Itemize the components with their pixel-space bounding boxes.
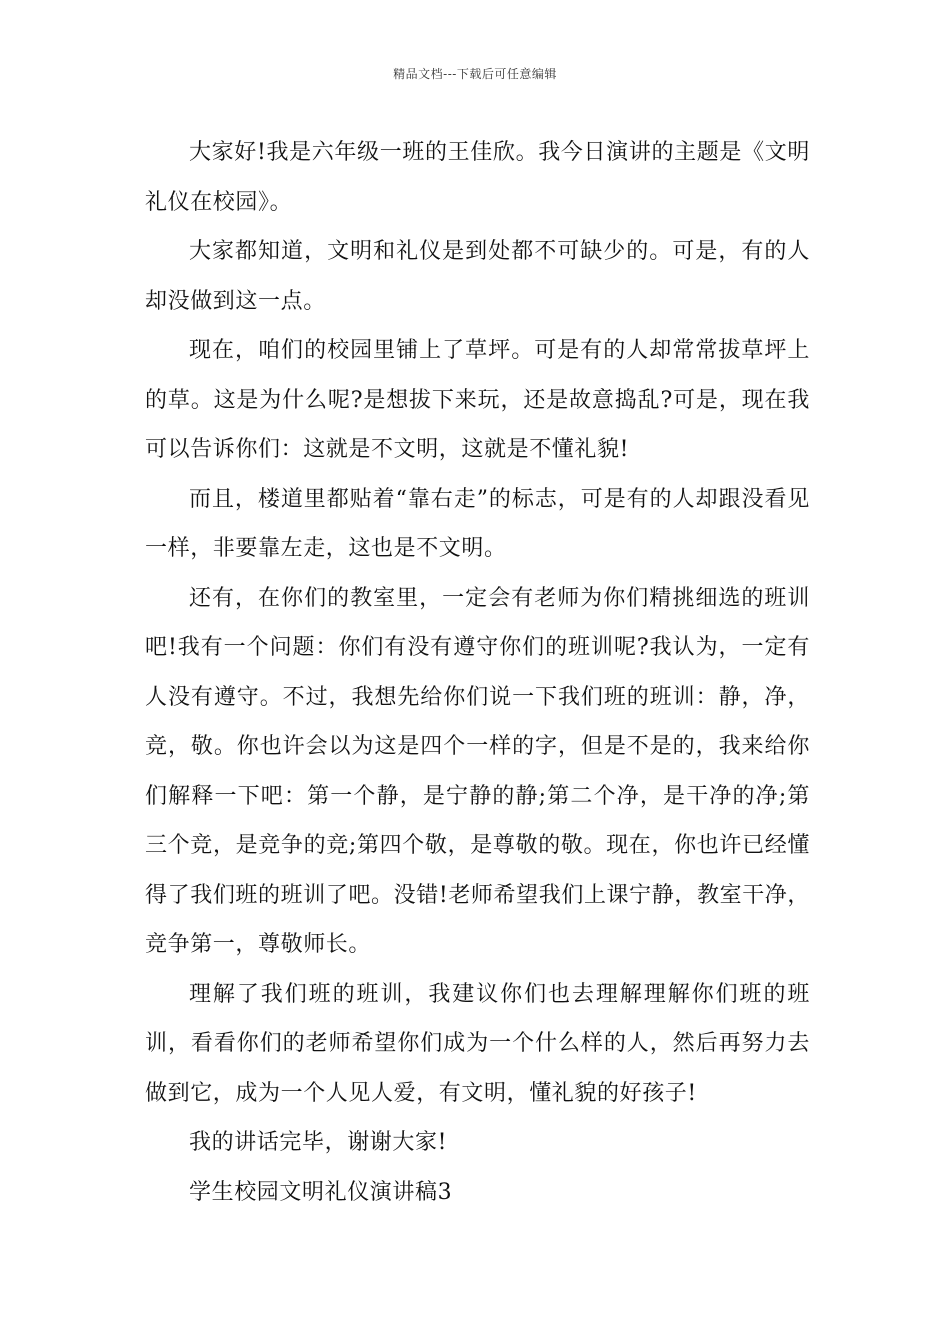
paragraph-lawn: 现在，咱们的校园里铺上了草坪。可是有的人却常常拔草坪上的草。这是为什么呢?是想拔下来玩，还是故意捣乱?可是，现在我可以告诉你们：这就是不文明，这就是不懂礼貌! xyxy=(145,338,810,462)
paragraph-corridor: 而且，楼道里都贴着“靠右走”的标志，可是有的人却跟没看见一样，非要靠左走，这也是不文明。 xyxy=(145,486,810,561)
page-header: 精品文档---下载后可任意编辑 xyxy=(393,67,557,81)
paragraph-closing: 我的讲话完毕，谢谢大家! xyxy=(189,1130,448,1155)
next-section-title: 学生校园文明礼仪演讲稿3 xyxy=(189,1179,453,1205)
paragraph-greeting: 大家好!我是六年级一班的王佳欣。我今日演讲的主题是《文明礼仪在校园》。 xyxy=(145,140,810,215)
document-body xyxy=(145,128,810,1217)
paragraph-class-motto: 还有，在你们的教室里，一定会有老师为你们精挑细选的班训吧!我有一个问题：你们有没有遵守你们的班训呢?我认为，一定有人没有遵守。不过，我想先给你们说一下我们班的班训：静，净，竞，敬。你也许会以为这是四个一样的字，但是不是的，我来给你们解释一下吧：第一个静，是宁静的静;第二个净，是干净的净;第三个竞，是竞争的竞;第四个敬，是尊敬的敬。现在，你也许已经懂得了我们班的班训了吧。没错!老师希望我们上课宁静，教室干净，竞争第一，尊敬师长。 xyxy=(145,585,810,957)
paragraph-etiquette-intro: 大家都知道，文明和礼仪是到处都不可缺少的。可是，有的人却没做到这一点。 xyxy=(145,239,810,314)
paragraph-suggestion: 理解了我们班的班训，我建议你们也去理解理解你们班的班训，看看你们的老师希望你们成为一个什么样的人，然后再努力去做到它，成为一个人见人爱，有文明，懂礼貌的好孩子! xyxy=(145,981,810,1106)
